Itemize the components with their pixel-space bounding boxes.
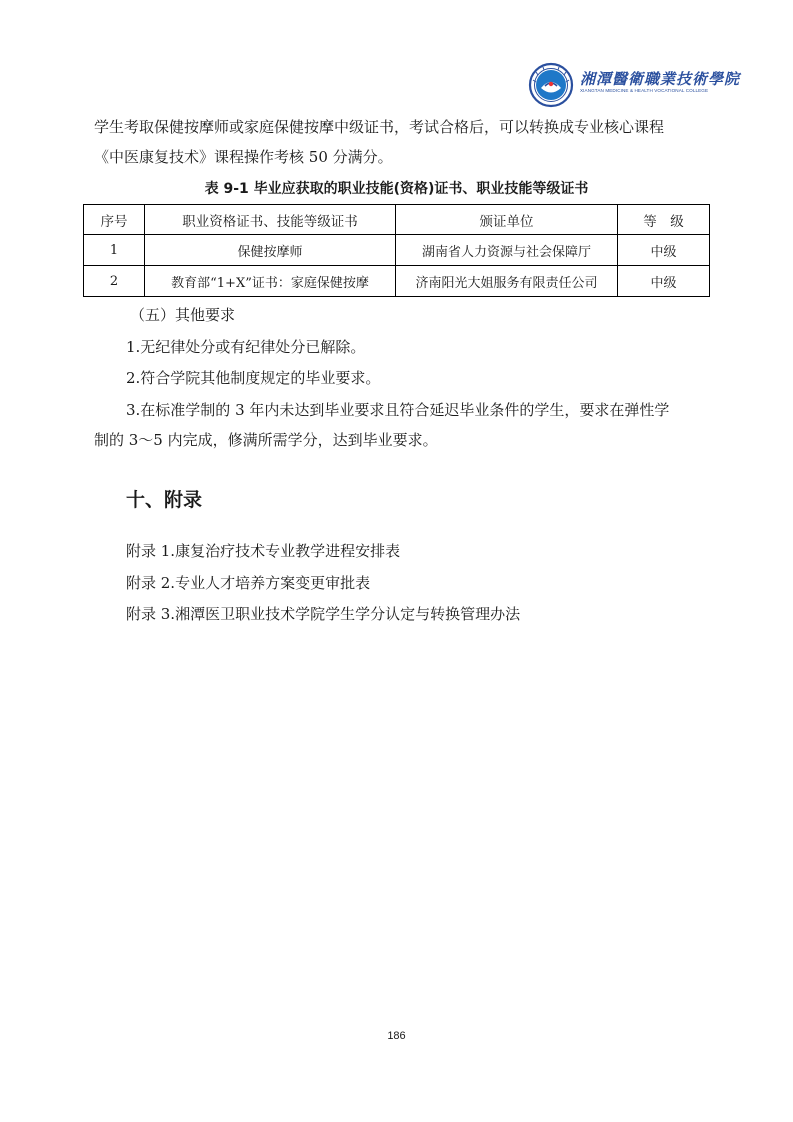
cell-index: 2 xyxy=(84,266,145,297)
college-logo xyxy=(528,62,741,112)
requirement-item-1: 1.无纪律处分或有纪律处分已解除。 xyxy=(126,338,366,356)
header-cell-certificate: 职业资格证书、技能等级证书 xyxy=(145,205,396,235)
header-cell-level: 等 级 xyxy=(618,205,710,235)
requirement-item-3-line-2: 制的 3～5 内完成，修满所需学分，达到毕业要求。 xyxy=(94,431,438,449)
cell-index: 1 xyxy=(84,235,145,266)
header-cell-index: 序号 xyxy=(84,205,145,235)
cell-issuer: 湖南省人力资源与社会保障厅 xyxy=(396,235,618,266)
header-cell-issuer: 颁证单位 xyxy=(396,205,618,235)
cell-certificate: 保健按摩师 xyxy=(145,235,396,266)
other-requirements-heading: （五）其他要求 xyxy=(130,306,236,324)
table-row xyxy=(84,266,710,297)
cell-level: 中级 xyxy=(618,235,710,266)
table-row xyxy=(84,235,710,266)
table-caption: 表 9-1 毕业应获取的职业技能(资格)证书、职业技能等级证书 xyxy=(204,181,589,197)
appendix-item-1: 附录 1.康复治疗技术专业教学进程安排表 xyxy=(126,542,401,560)
college-name-english: XIANGTAN MEDICINE & HEALTH VOCATIONAL COLLEGE xyxy=(580,88,709,93)
cell-certificate: 教育部“1+X”证书：家庭保健按摩 xyxy=(145,266,396,297)
appendix-heading: 十、附录 xyxy=(126,489,203,511)
intro-line-2: 《中医康复技术》课程操作考核 50 分满分。 xyxy=(94,148,393,166)
appendix-item-3: 附录 3.湘潭医卫职业技术学院学生学分认定与转换管理办法 xyxy=(126,605,521,623)
requirement-item-3-line-1: 3.在标准学制的 3 年内未达到毕业要求且符合延迟毕业条件的学生，要求在弹性学 xyxy=(126,401,670,419)
cell-level: 中级 xyxy=(618,266,710,297)
page-number: 186 xyxy=(387,1030,406,1042)
intro-line-1: 学生考取保健按摩师或家庭保健按摩中级证书，考试合格后，可以转换成专业核心课程 xyxy=(94,118,665,136)
certificate-table xyxy=(83,204,710,297)
table-header-row xyxy=(84,205,710,235)
requirement-item-2: 2.符合学院其他制度规定的毕业要求。 xyxy=(126,369,381,387)
college-emblem-icon xyxy=(528,62,574,108)
appendix-item-2: 附录 2.专业人才培养方案变更审批表 xyxy=(126,574,371,592)
cell-issuer: 济南阳光大姐服务有限责任公司 xyxy=(396,266,618,297)
college-name-chinese: 湘潭醫衛職業技術學院 xyxy=(580,70,741,88)
